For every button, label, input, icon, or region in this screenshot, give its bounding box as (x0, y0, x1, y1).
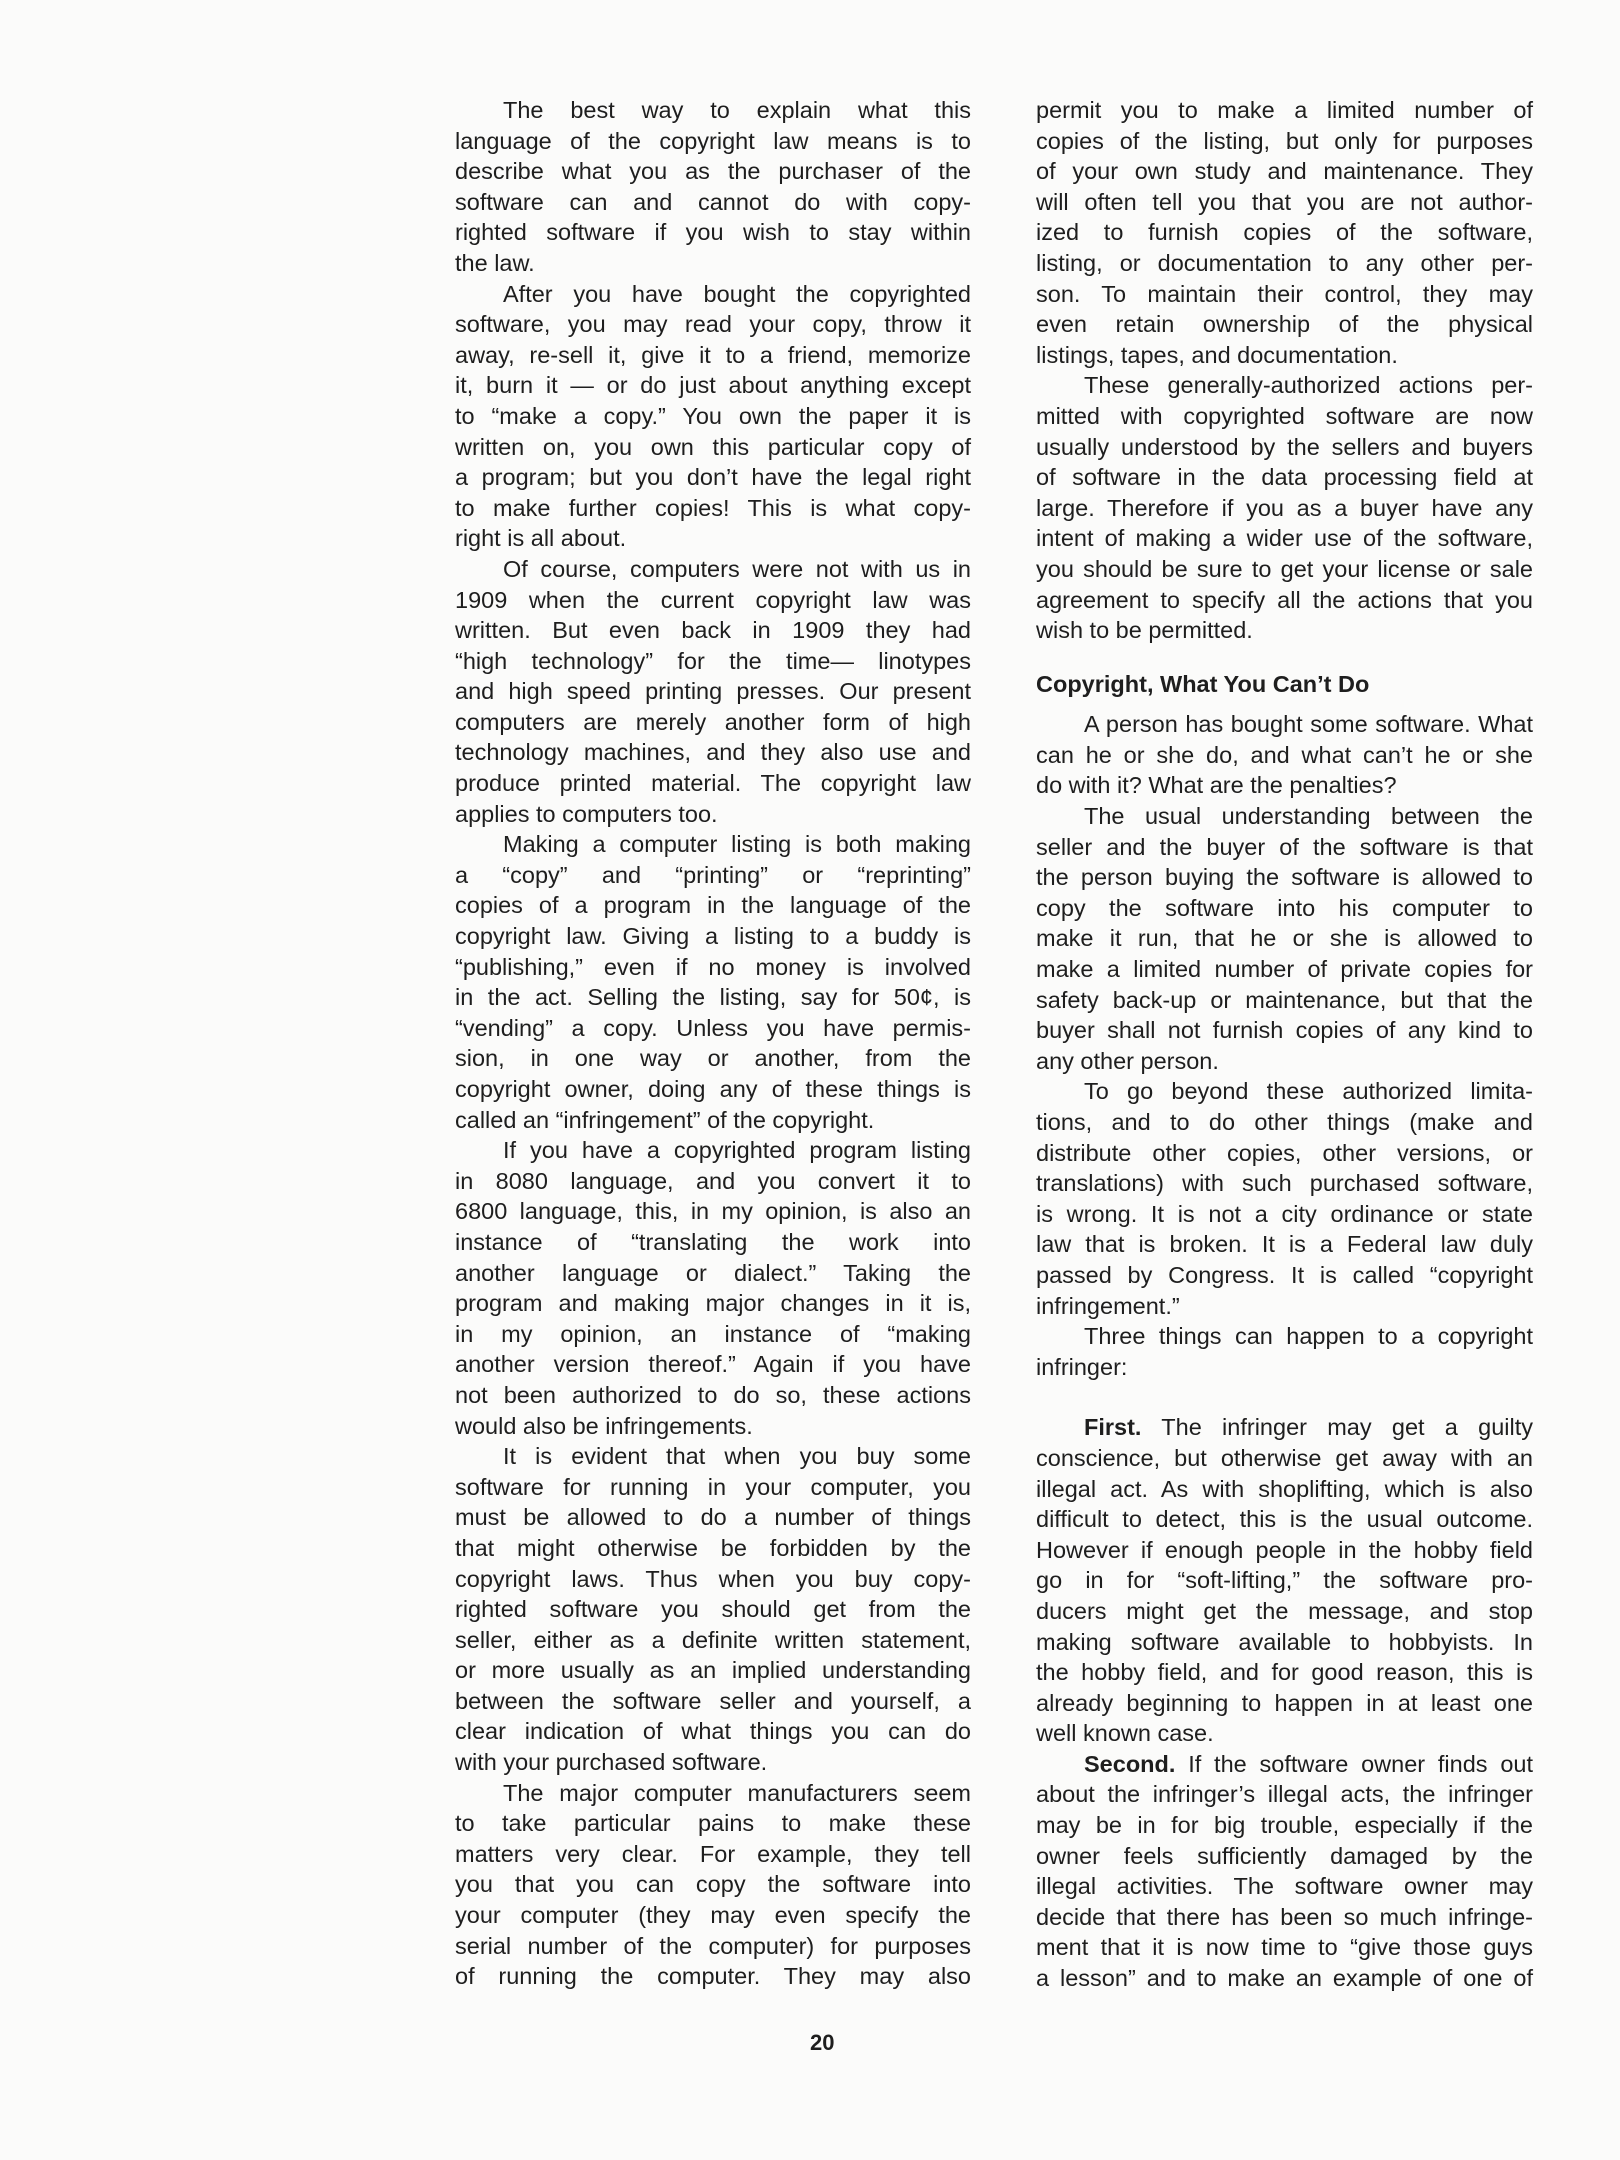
text-line: between the software seller and yourself, a (455, 1687, 971, 1714)
text-line: with your purchased software. (455, 1749, 768, 1776)
text-line: ment that it is now time to “give those guys (1036, 1934, 1533, 1961)
text-line: illegal act. As with shoplifting, which is also (1036, 1475, 1533, 1502)
text-line: the law. (455, 249, 535, 276)
text-line: can he or she do, and what can’t he or she (1036, 741, 1533, 768)
text-line: in 8080 language, and you convert it to (455, 1167, 971, 1194)
line-text: If the software owner finds out (1175, 1750, 1533, 1777)
text-line: A person has bought some software. What (1084, 711, 1533, 738)
paragraph (1036, 709, 1533, 801)
text-line: If you have a copyrighted program listing (503, 1137, 971, 1164)
text-line: it, burn it — or do just about anything except (455, 372, 971, 399)
text-line: owner feels sufficiently damaged by the (1036, 1842, 1533, 1869)
text-line: usually understood by the sellers and buyers (1036, 433, 1533, 460)
text-line: software can and cannot do with copy- (455, 188, 971, 215)
text-line: make a limited number of private copies for (1036, 956, 1533, 983)
text-line: illegal activities. The software owner may (1036, 1873, 1533, 1900)
text-line: even retain ownership of the physical (1036, 311, 1533, 338)
text-line: called an “infringement” of the copyright. (455, 1106, 875, 1133)
paragraph (455, 95, 971, 279)
text-line: technology machines, and they also use and (455, 739, 971, 766)
text-line: the person buying the software is allowed to (1036, 864, 1533, 891)
paragraph (455, 554, 971, 829)
text-line: seller and the buyer of the software is that (1036, 833, 1533, 860)
text-line: you should be sure to get your license or sale (1036, 555, 1533, 582)
paragraph (455, 1441, 971, 1778)
paragraph (1036, 1749, 1533, 1994)
text-line: applies to computers too. (455, 800, 718, 827)
text-line: matters very clear. For example, they tell (455, 1840, 971, 1867)
text-line: distribute other copies, other versions, or (1036, 1139, 1533, 1166)
text-line: Of course, computers were not with us in (503, 555, 971, 582)
text-line: wish to be permitted. (1036, 617, 1253, 644)
text-line: instance of “translating the work into (455, 1228, 971, 1255)
text-line: must be allowed to do a number of things (455, 1504, 971, 1531)
text-line: These generally-authorized actions per- (1084, 372, 1533, 399)
text-line: buyer shall not furnish copies of any kind to (1036, 1017, 1533, 1044)
text-line: copies of the listing, but only for purposes (1036, 127, 1533, 154)
text-line: son. To maintain their control, they may (1036, 280, 1533, 307)
text-line: law that is broken. It is a Federal law duly (1036, 1231, 1533, 1258)
paragraph (455, 829, 971, 1135)
right-text-column (1036, 95, 1533, 1994)
text-line: The usual understanding between the (1084, 803, 1533, 830)
text-line: to make further copies! This is what copy- (455, 494, 971, 521)
paragraph (1036, 370, 1533, 645)
text-line: copy the software into his computer to (1036, 894, 1533, 921)
text-line: passed by Congress. It is called “copyright (1036, 1261, 1533, 1288)
text-line: to “make a copy.” You own the paper it is (455, 402, 971, 429)
text-line: making software available to hobbyists. In (1036, 1628, 1533, 1655)
text-line: or more usually as an implied understanding (455, 1657, 971, 1684)
text-line: Making a computer listing is both making (503, 831, 971, 858)
text-line: a lesson” and to make an example of one of (1036, 1965, 1533, 1992)
text-line: clear indication of what things you can do (455, 1718, 971, 1745)
text-line: listing, or documentation to any other per- (1036, 249, 1533, 276)
text-line: sion, in one way or another, from the (455, 1045, 971, 1072)
paragraph (455, 1778, 971, 1992)
text-line: to take particular pains to make these (455, 1810, 971, 1837)
text-line: agreement to specify all the actions that you (1036, 586, 1533, 613)
text-line: any other person. (1036, 1047, 1219, 1074)
text-line: of running the computer. They may also (455, 1963, 971, 1990)
text-line: and high speed printing presses. Our present (455, 678, 971, 705)
text-line: decide that there has been so much infringe- (1036, 1903, 1533, 1930)
text-line: 6800 language, this, in my opinion, is also an (455, 1198, 971, 1225)
text-line: difficult to detect, this is the usual outcome. (1036, 1506, 1533, 1533)
text-line: intent of making a wider use of the software, (1036, 525, 1533, 552)
paragraph (1036, 1412, 1533, 1749)
text-line: infringement.” (1036, 1292, 1180, 1319)
text-line: computers are merely another form of high (455, 708, 971, 735)
text-line: 1909 when the current copyright law was (455, 586, 971, 613)
text-line: ducers might get the message, and stop (1036, 1597, 1533, 1624)
text-line (1036, 1412, 1533, 1443)
text-line: a “copy” and “printing” or “reprinting” (455, 861, 971, 888)
paragraph (1036, 801, 1533, 1076)
text-line: “vending” a copy. Unless you have permis- (455, 1014, 971, 1041)
text-line: another language or dialect.” Taking the (455, 1259, 971, 1286)
text-line: mitted with copyrighted software are now (1036, 402, 1533, 429)
text-line: copyright laws. Thus when you buy copy- (455, 1565, 971, 1592)
text-line: “high technology” for the time— linotypes (455, 647, 971, 674)
paragraph (455, 279, 971, 554)
text-line: the hobby field, and for good reason, this is (1036, 1659, 1533, 1686)
text-line: translations) with such purchased software, (1036, 1170, 1533, 1197)
text-line: written. But even back in 1909 they had (455, 617, 971, 644)
text-line: tions, and to do other things (make and (1036, 1109, 1533, 1135)
text-line: serial number of the computer) for purposes (455, 1932, 971, 1959)
paragraph (1036, 1076, 1533, 1321)
text-line: another version thereof.” Again if you have (455, 1351, 971, 1378)
line-text: The infringer may get a guilty (1141, 1414, 1533, 1441)
text-line: copies of a program in the language of the (455, 892, 971, 919)
text-line: software, you may read your copy, throw it (455, 311, 971, 338)
bold-lead-in: Second. (1084, 1750, 1176, 1777)
text-line: However if enough people in the hobby field (1036, 1536, 1533, 1563)
text-line: make it run, that he or she is allowed to (1036, 925, 1533, 952)
text-line: right is all about. (455, 525, 627, 552)
text-line: written on, you own this particular copy of (455, 433, 971, 460)
text-line: language of the copyright law means is to (455, 127, 971, 154)
paragraph (1036, 95, 1533, 370)
text-line: permit you to make a limited number of (1036, 97, 1533, 123)
text-line: righted software you should get from the (455, 1596, 971, 1623)
text-line: already beginning to happen in at least one (1036, 1689, 1533, 1716)
text-line: safety back-up or maintenance, but that the (1036, 986, 1533, 1013)
text-line: Three things can happen to a copyright (1084, 1323, 1533, 1350)
text-line: your computer (they may even specify the (455, 1902, 971, 1929)
text-line: that might otherwise be forbidden by the (455, 1534, 971, 1561)
text-line: copyright law. Giving a listing to a buddy is (455, 923, 971, 950)
text-line: away, re-sell it, give it to a friend, memorize (455, 341, 971, 368)
text-line: would also be infringements. (455, 1412, 753, 1439)
text-line: you that you can copy the software into (455, 1871, 971, 1898)
text-line: copyright owner, doing any of these things is (455, 1076, 971, 1102)
text-line: may be in for big trouble, especially if the (1036, 1812, 1533, 1839)
text-line: program and making major changes in it is, (455, 1290, 971, 1317)
text-line: The best way to explain what this (503, 97, 971, 123)
text-line (1036, 1749, 1533, 1780)
text-line: righted software if you wish to stay within (455, 219, 971, 246)
text-line: infringer: (1036, 1353, 1128, 1380)
text-line: not been authorized to do so, these actions (455, 1381, 971, 1408)
text-line: software for running in your computer, you (455, 1473, 971, 1500)
text-line: conscience, but otherwise get away with an (1036, 1444, 1533, 1471)
page-number: 20 (810, 2030, 835, 2055)
text-line: is wrong. It is not a city ordinance or state (1036, 1200, 1533, 1227)
text-line: The major computer manufacturers seem (503, 1779, 971, 1806)
section-heading: Copyright, What You Can’t Do (1036, 670, 1370, 697)
text-line: After you have bought the copyrighted (503, 280, 971, 307)
text-line: go in for “soft-lifting,” the software pro- (1036, 1567, 1533, 1594)
text-line: describe what you as the purchaser of the (455, 158, 971, 185)
text-line: of your own study and maintenance. They (1036, 158, 1533, 185)
text-line: about the infringer’s illegal acts, the infringer (1036, 1781, 1533, 1808)
left-text-column (455, 95, 971, 1992)
text-line: will often tell you that you are not author- (1036, 188, 1533, 215)
text-line: of software in the data processing field at (1036, 464, 1533, 491)
text-line: seller, either as a definite written statement, (455, 1626, 971, 1653)
text-line: do with it? What are the penalties? (1036, 772, 1397, 799)
text-line: well known case. (1036, 1720, 1214, 1747)
text-line: large. Therefore if you as a buyer have any (1036, 494, 1533, 521)
paragraph (1036, 1321, 1533, 1382)
text-line: It is evident that when you buy some (503, 1443, 971, 1470)
text-line: To go beyond these authorized limita- (1084, 1078, 1533, 1105)
text-line: produce printed material. The copyright law (455, 770, 971, 797)
bold-lead-in: First. (1084, 1414, 1142, 1441)
paragraph (455, 1135, 971, 1441)
text-line: listings, tapes, and documentation. (1036, 341, 1398, 368)
text-line: a program; but you don’t have the legal right (455, 464, 971, 491)
text-line: in my opinion, an instance of “making (455, 1320, 971, 1347)
text-line: “publishing,” even if no money is involved (455, 953, 971, 980)
text-line: in the act. Selling the listing, say for 50¢, is (455, 984, 971, 1011)
text-line: ized to furnish copies of the software, (1036, 219, 1533, 246)
